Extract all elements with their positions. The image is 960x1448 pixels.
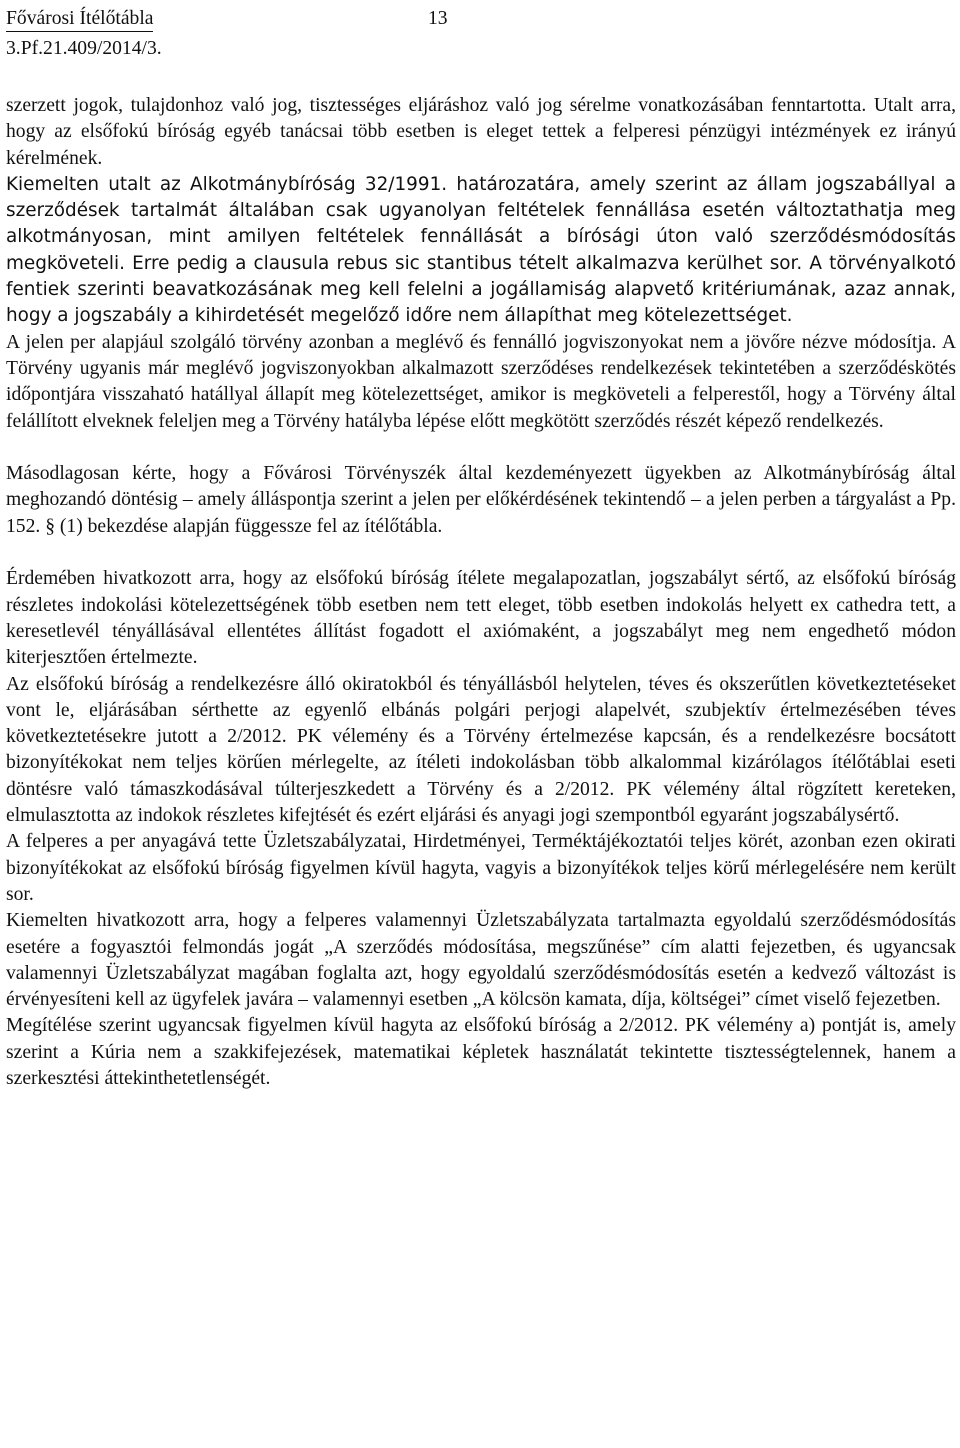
- case-number: 3.Pf.21.409/2014/3.: [6, 38, 162, 59]
- paragraph: Az elsőfokú bíróság a rendelkezésre álló okiratokból és tényállásból helytelen, téves és okszerűtlen következtetéseket vont le, eljárásában sérthette az egyenlő elbánás polgári perjogi alapelvét, szubjektív értelmezésében téves következtetésekre jutott a 2/2012. PK vélemény és a Törvény értelmezése kapcsán, és a rendelkezésre bocsátott bizonyítékokat nem teljes körűen mérlegelte, az ítéleti indokolásban több alkalommal kizárólagos ítélőtáblai eseti döntésre való támaszkodásával túlterjeszkedett a Törvény és a 2/2012. PK vélemény által rögzített kereteken, elmulasztotta az indokok részletes kifejtését és ezért eljárási és anyagi jogi szempontból egyaránt jogszabálysértő.: [6, 673, 956, 827]
- paragraph: Érdemében hivatkozott arra, hogy az elsőfokú bíróság ítélete megalapozatlan, jogszabályt sértő, az elsőfokú bíróság részletes indokolási kötelezettségének több esetben nem tett eleget, több esetben indokolás helyett ex cathedra tett, a keresetlevél tényállásával ellentétes állítást fogadott el axiómaként, a jogszabályt meg nem engedhető módon kiterjesztően értelmezte.: [6, 568, 956, 669]
- paragraph: Kiemelten utalt az Alkotmánybíróság 32/1991. határozatára, amely szerint az állam jogszabállyal a szerződések tartalmát általában csak ugyanolyan feltételek fennállása esetén változtathatja meg alkotmányosan, mint amilyen feltételek fennállását a bírósági úton való szerződésmódosítás megköveteli. Erre pedig a clausula rebus sic stantibus tételt alkalmazva kerülhet sor. A törvényalkotó fentiek szerinti beavatkozásának meg kell felelni a jogállamiság alapvető kritériumának, azaz annak, hogy a jogszabály a kihirdetését megelőző időre nem állapíthat meg kötelezettséget.: [6, 173, 956, 327]
- paragraph: A jelen per alapjául szolgáló törvény azonban a meglévő és fennálló jogviszonyokat nem a jövőre nézve módosítja. A Törvény ugyanis már meglévő jogviszonyokban alkalmazott szerződéses rendelkezések tekintetében a szerződéskötés időpontjára visszaható hatállyal állapít meg kötelezettséget, amikor is megköveteli a felperestől, hogy a Törvény által felállított elveknek feleljen meg a Törvény hatályba lépése előtt megkötött szerződés részét képező rendelkezés.: [6, 331, 956, 432]
- paragraph: A felperes a per anyagává tette Üzletszabályzatai, Hirdetményei, Terméktájékoztatói teljes körét, azonban ezen okirati bizonyítékokat az elsőfokú bíróság figyelmen kívül hagyta, vagyis a bizonyítékok teljes körű mérlegelésére nem került sor.: [6, 831, 956, 905]
- paragraph: Kiemelten hivatkozott arra, hogy a felperes valamennyi Üzletszabályzata tartalmazta egyoldalú szerződésmódosítás esetére a fogyasztói felmondás jogát „A szerződés módosítása, megszűnése” cím alatti fejezetben, és ugyancsak valamennyi Üzletszabályzat magában foglalta azt, hogy egyoldalú szerződésmódosítás esetén a kedvező változást is érvényesíteni kell az ügyfelek javára – valamennyi esetben „A kölcsön kamata, díja, költségei” címet viselő fejezetben.: [6, 910, 956, 1011]
- court-name: Fővárosi Ítélőtábla: [6, 7, 153, 32]
- paragraph-spacer: [6, 540, 956, 566]
- paragraph: Másodlagosan kérte, hogy a Fővárosi Törvényszék által kezdeményezett ügyekben az Alkotmánybíróság által meghozandó döntésig – amely álláspontja szerint a jelen per előkérdésének tekintendő – a jelen perben a tárgyalást a Pp. 152. § (1) bekezdése alapján függessze fel az ítélőtábla.: [6, 463, 956, 537]
- page-header: [6, 4, 448, 64]
- document-body: [6, 93, 956, 1092]
- paragraph: szerzett jogok, tulajdonhoz való jog, tisztességes eljáráshoz való jog sérelme vonatkozásában fenntartotta. Utalt arra, hogy az elsőfokú bíróság egyéb tanácsai több esetben is eleget tettek a felperesi pénzügyi intézmények ez irányú kérelmének.: [6, 95, 956, 169]
- page-number: 13: [428, 8, 448, 29]
- paragraph: Megítélése szerint ugyancsak figyelmen kívül hagyta az elsőfokú bíróság a 2/2012. PK vélemény a) pontját is, amely szerint a Kúria nem a szakkifejezések, matematikai képletek használatát tekintette tisztességtelennek, hanem a szerkesztési áttekinthetetlenségét.: [6, 1015, 956, 1089]
- paragraph-spacer: [6, 435, 956, 461]
